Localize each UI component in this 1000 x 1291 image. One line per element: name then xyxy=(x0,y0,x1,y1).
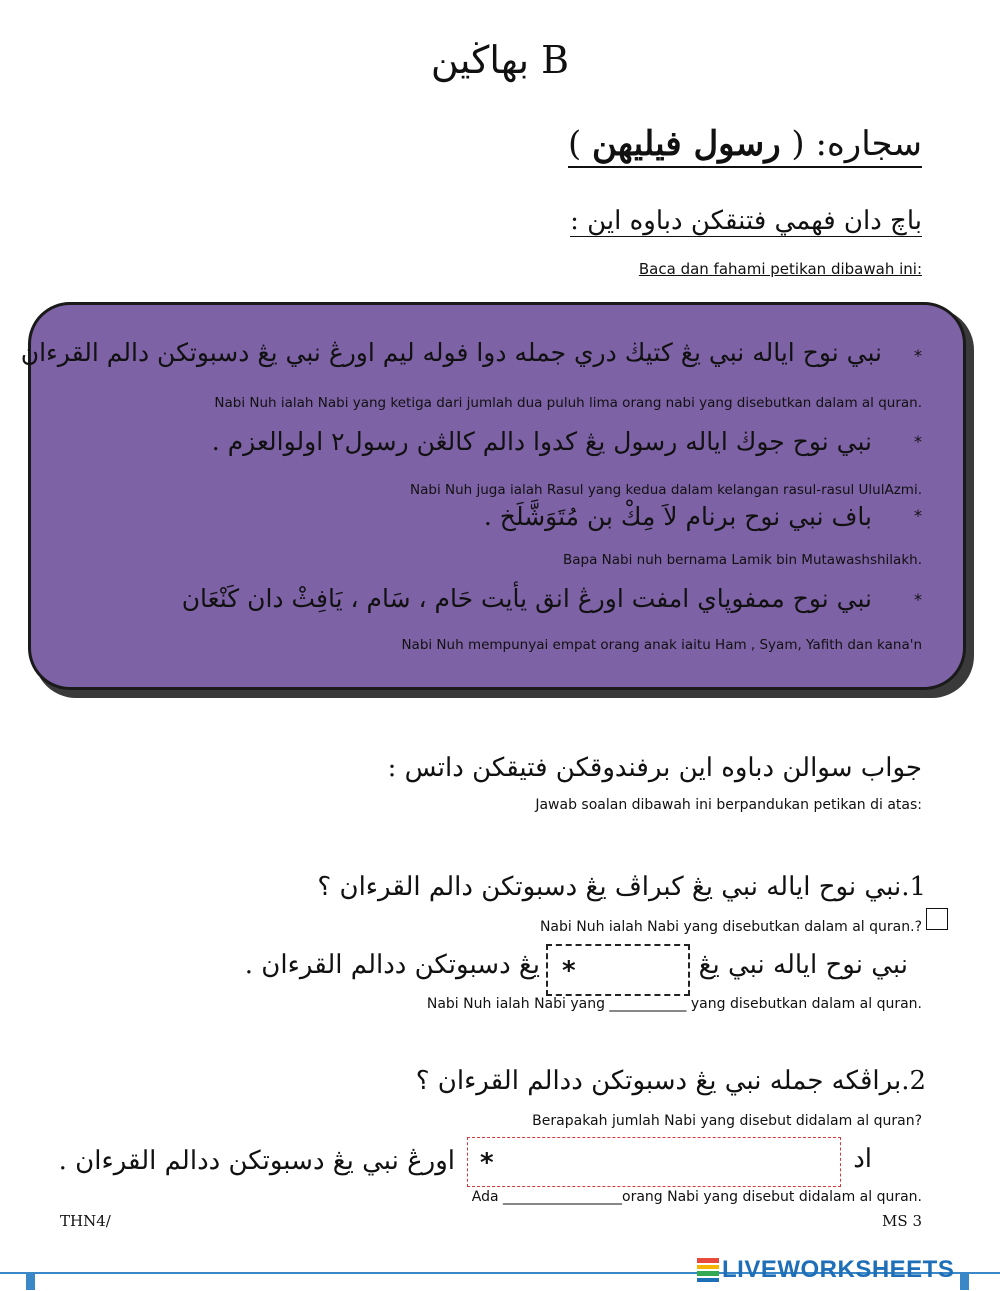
required-asterisk-icon: * xyxy=(480,1148,494,1178)
liveworksheets-logo-text: LIVEWORKSHEETS xyxy=(722,1256,955,1283)
questions-intro-jawi: جواب سوالن دباوه اين برفندوقكن فتيقكن داتس : xyxy=(387,753,922,783)
fact-jawi: نبي نوح جوڬ اياله رسول يڠ كدوا دالم كالڠن رسول٢ اولوالعزم . xyxy=(211,427,872,456)
fact-jawi: نبي نوح اياله نبي يڠ كتيڬ دري جمله دوا فوله ليم اورڠ نبي يڠ دسبوتكن دالم القرءان xyxy=(20,338,882,367)
fact-latin: Bapa Nabi nuh bernama Lamik bin Mutawashshilakh. xyxy=(562,552,922,568)
answer-1-latin: Nabi Nuh ialah Nabi yang ___________ yang disebutkan dalam al quran. xyxy=(426,996,922,1012)
answer-2-latin: Ada _________________orang Nabi yang disebut didalam al quran. xyxy=(471,1189,922,1205)
answer-1-jawi-after: يڠ دسبوتكن ددالم القرءان . xyxy=(244,950,540,980)
answer-1-jawi-before: نبي نوح اياله نبي يڠ xyxy=(698,950,908,980)
question-1-jawi: نبي نوح اياله نبي يڠ كبراڤ يڠ دسبوتكن دالم القرءان ؟ xyxy=(317,872,902,902)
question-2-jawi: براڤكه جمله نبي يڠ دسبوتكن ددالم القرءان ؟ xyxy=(415,1066,902,1096)
answer-2-input[interactable] xyxy=(467,1137,841,1187)
worksheet-title: بهاڬين B xyxy=(430,38,570,82)
fact-bullet: * xyxy=(914,432,922,451)
fact-latin: Nabi Nuh ialah Nabi yang ketiga dari jumlah dua puluh lima orang nabi yang disebutkan dalam al quran. xyxy=(214,395,922,411)
fact-bullet: * xyxy=(914,590,922,609)
scroll-marker-right[interactable] xyxy=(960,1272,969,1290)
scroll-marker-left[interactable] xyxy=(26,1272,35,1290)
footer-left: THN4/ xyxy=(60,1212,111,1230)
fact-latin: Nabi Nuh mempunyai empat orang anak iaitu Ham , Syam, Yafith dan kana'n xyxy=(401,637,922,653)
fact-latin: Nabi Nuh juga ialah Rasul yang kedua dalam kelangan rasul-rasul UlulAzmi. xyxy=(410,482,922,498)
question-2-number: 2. xyxy=(901,1066,926,1096)
questions-intro-latin: Jawab soalan dibawah ini berpandukan petikan di atas: xyxy=(535,797,922,813)
footer-right: MS 3 xyxy=(882,1212,922,1230)
question-2-text xyxy=(416,1066,926,1096)
question-1-number: 1. xyxy=(901,872,926,902)
answer-2-jawi-before: اد xyxy=(853,1144,872,1174)
question-2-latin: Berapakah jumlah Nabi yang disebut didalam al quran? xyxy=(532,1113,922,1129)
instruction-jawi: باچ دان فهمي فتنقكن دباوه اين : xyxy=(570,206,922,236)
instruction-latin: Baca dan fahami petikan dibawah ini: xyxy=(638,260,922,278)
liveworksheets-logo[interactable] xyxy=(697,1255,954,1285)
liveworksheets-logo-icon xyxy=(697,1257,719,1283)
fact-bullet: * xyxy=(914,346,922,365)
fact-jawi: نبي نوح ممفوڽاي امفت اورڠ انق يأيت حَام ، سَام ، يَافِثْ دان كَنْعَان xyxy=(181,584,872,613)
answer-2-jawi-after: اورڠ نبي يڠ دسبوتكن ددالم القرءان . xyxy=(58,1146,455,1176)
section-topic: رسول فيليهن xyxy=(592,124,781,164)
question-1-latin: Nabi Nuh ialah Nabi yang disebutkan dalam al quran.? xyxy=(539,919,922,935)
fact-jawi: باف نبي نوح برنام لاَ مِكْ بن مُتَوَشَّلَخ . xyxy=(483,502,872,531)
section-prefix: سجاره: ( xyxy=(780,124,922,164)
checkbox[interactable] xyxy=(926,908,948,930)
fact-bullet: * xyxy=(914,506,922,525)
required-asterisk-icon: * xyxy=(562,956,576,986)
section-heading xyxy=(568,124,922,168)
section-suffix: ) xyxy=(567,124,593,164)
question-1-text xyxy=(317,872,926,902)
answer-1-input[interactable] xyxy=(546,944,690,996)
